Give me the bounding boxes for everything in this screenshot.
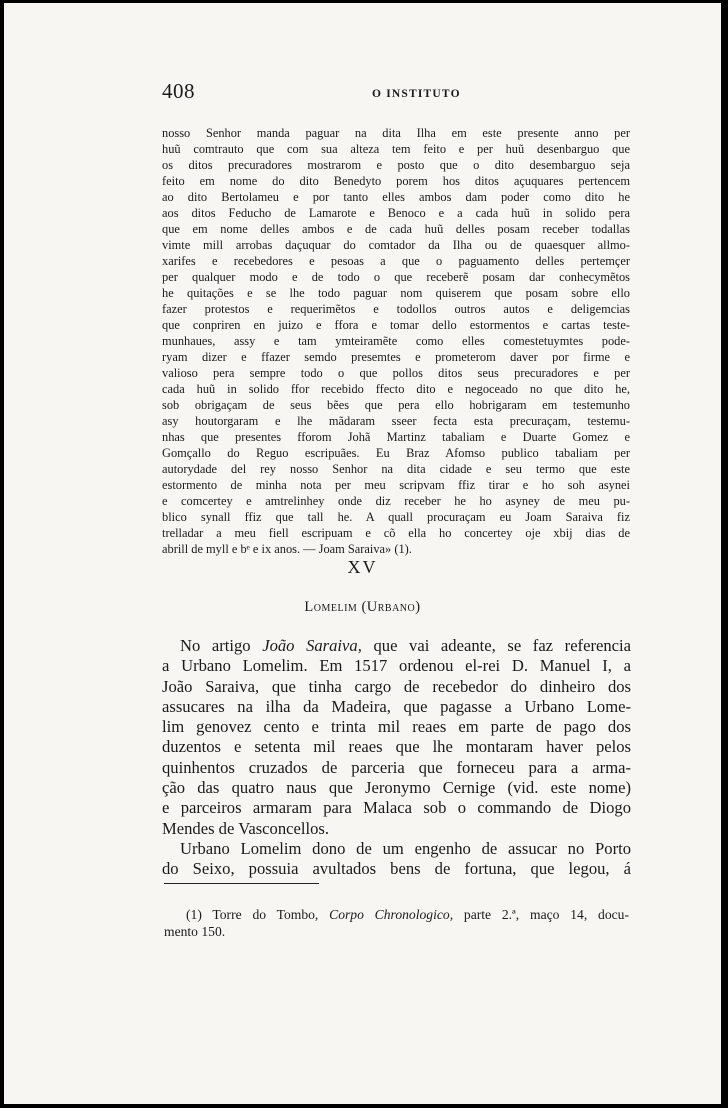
footnote <box>164 906 629 940</box>
quote-line: estormento de minha nota per meu scripvam ffiz tirar e ho soh asynei <box>162 478 630 492</box>
quote-line: os ditos precuradores mostrarom e posto que o dito desembarguo seja <box>162 158 630 172</box>
page-header <box>162 79 632 105</box>
article-body <box>162 636 631 880</box>
body-line: a Urbano Lomelim. Em 1517 ordenou el-rei D. Manuel I, a <box>162 656 631 676</box>
body-line: e parceiros armaram para Malaca sob o commando de Diogo <box>162 798 631 818</box>
body-line: João Saraiva, que tinha cargo de recebedor do dinheiro dos <box>162 676 631 696</box>
footnote-work: Corpo Chronologico, <box>329 907 454 922</box>
section-number: XV <box>347 557 378 577</box>
footnote-tail: parte 2.ª, maço 14, docu- <box>453 907 629 922</box>
body-line: Urbano Lomelim dono de um engenho de assucar no Porto <box>180 838 631 858</box>
body-suffix: que vai adeante, se faz referencia <box>361 636 631 655</box>
italic-name: João Saraiva, <box>262 636 362 655</box>
body-line: ção das quatro naus que Jeronymo Cernige (vid. este nome) <box>162 778 631 798</box>
body-line: duzentos e setenta mil reaes que lhe montaram haver pelos <box>162 737 631 757</box>
quote-line: ryam dizer e ffazer semdo presemtes e prometerom daver por firme e <box>162 350 630 364</box>
body-prefix: No artigo <box>180 636 263 655</box>
quote-line: vimte mill arrobas daçuquar do comtador da Ilha ou de quaesquer allmo- <box>162 238 630 252</box>
quote-line: que conpriren en juizo e ffora e tomar dello estormentos e cartas teste- <box>162 318 630 332</box>
body-line: quinhentos cruzados de parceria que forneceu para a arma- <box>162 757 631 777</box>
book-page <box>4 3 721 1104</box>
quote-line: abrill de myll e bᵉ e ix anos. — Joam Saraiva» (1). <box>162 542 412 556</box>
quoted-document <box>162 125 630 557</box>
quote-line: nhas que presentes fforom Johã Martinz tabaliam e Duarte Gomez e <box>162 430 630 444</box>
quote-line: ao dito Bertolameu e por tanto elles ambos dam poder como dito he <box>162 190 630 204</box>
section-title: Lomelim (Urbano) <box>304 599 421 615</box>
quote-line: trelladar a meu fiell escripuam e cõ ella ho concertey oje xbij dias de <box>162 526 630 540</box>
body-line: lim genovez cento e trinta mil reaes em parte de pago dos <box>162 717 631 737</box>
footnote-rule <box>164 883 319 884</box>
quote-line: blico synall ffiz que tall he. A quall procuraçam eu Joam Saraiva fiz <box>162 510 630 524</box>
quote-line: sob obrigaçam de seus bẽes que pera ello hobrigaram em testemunho <box>162 398 630 412</box>
quote-line: aos ditos Feducho de Lamarote e Benoco e a cada huũ in solido pera <box>162 206 630 220</box>
quote-line: valioso pera sempre todo o que pollos ditos seus precuradores e per <box>162 366 630 380</box>
footnote-lead: (1) Torre do Tombo, <box>186 907 330 922</box>
quote-line: Gomçallo do Reguo escripuães. Eu Braz Afomso publico tabaliam per <box>162 446 630 460</box>
quote-line: fazer protestos e requerimẽtos e todollos outros autos e deligemcias <box>162 302 630 316</box>
quote-line: feito em nome do dito Benedyto porem hos ditos açuquares pertencem <box>162 174 630 188</box>
quote-line: per qualquer modo e de todo o que receberẽ posam dar conhecymẽtos <box>162 270 630 284</box>
page-number: 408 <box>162 79 195 103</box>
body-line-first <box>162 636 631 656</box>
footnote-line-2: mento 150. <box>164 924 226 939</box>
quote-line: que em nome delles ambos e de cada huũ delles posam receber todallas <box>162 222 630 236</box>
body-line: Mendes de Vasconcellos. <box>162 818 329 838</box>
quote-line: xarifes e recebedores e pesoas a que o paguamento delles pertemçer <box>162 254 630 268</box>
body-line: do Seixo, possuia avultados bens de fortuna, que legou, á <box>162 859 631 879</box>
running-head: O INSTITUTO <box>372 88 461 100</box>
body-line: assucares na ilha da Madeira, que pagasse a Urbano Lome- <box>162 696 631 716</box>
quote-line: cada huũ in solido ffor recebido ffecto dito e negoceado no que dito he, <box>162 382 630 396</box>
quote-line: huũ comtrauto que com sua alteza tem feito e per huũ desenbarguo que <box>162 142 630 156</box>
quote-line: e comcertey e amtrelinhey onde diz receber he ho asyney de meu pu- <box>162 494 630 508</box>
quote-line: asy houtorgaram e lhe mãdaram sseer fecta esta precuraçam, testemu- <box>162 414 630 428</box>
footnote-line <box>164 906 629 923</box>
quote-line: nosso Senhor manda paguar na dita Ilha em este presente anno per <box>162 126 630 140</box>
quote-line: autorydade del rey nosso Senhor na dita cidade e seu termo que este <box>162 462 630 476</box>
quote-line: munhaues, assy e tam ymteiramẽte como elles comestetuymtes pode- <box>162 334 630 348</box>
quote-line: he quitações e se lhe todo paguar nom quiserem que posam sobre ello <box>162 286 630 300</box>
